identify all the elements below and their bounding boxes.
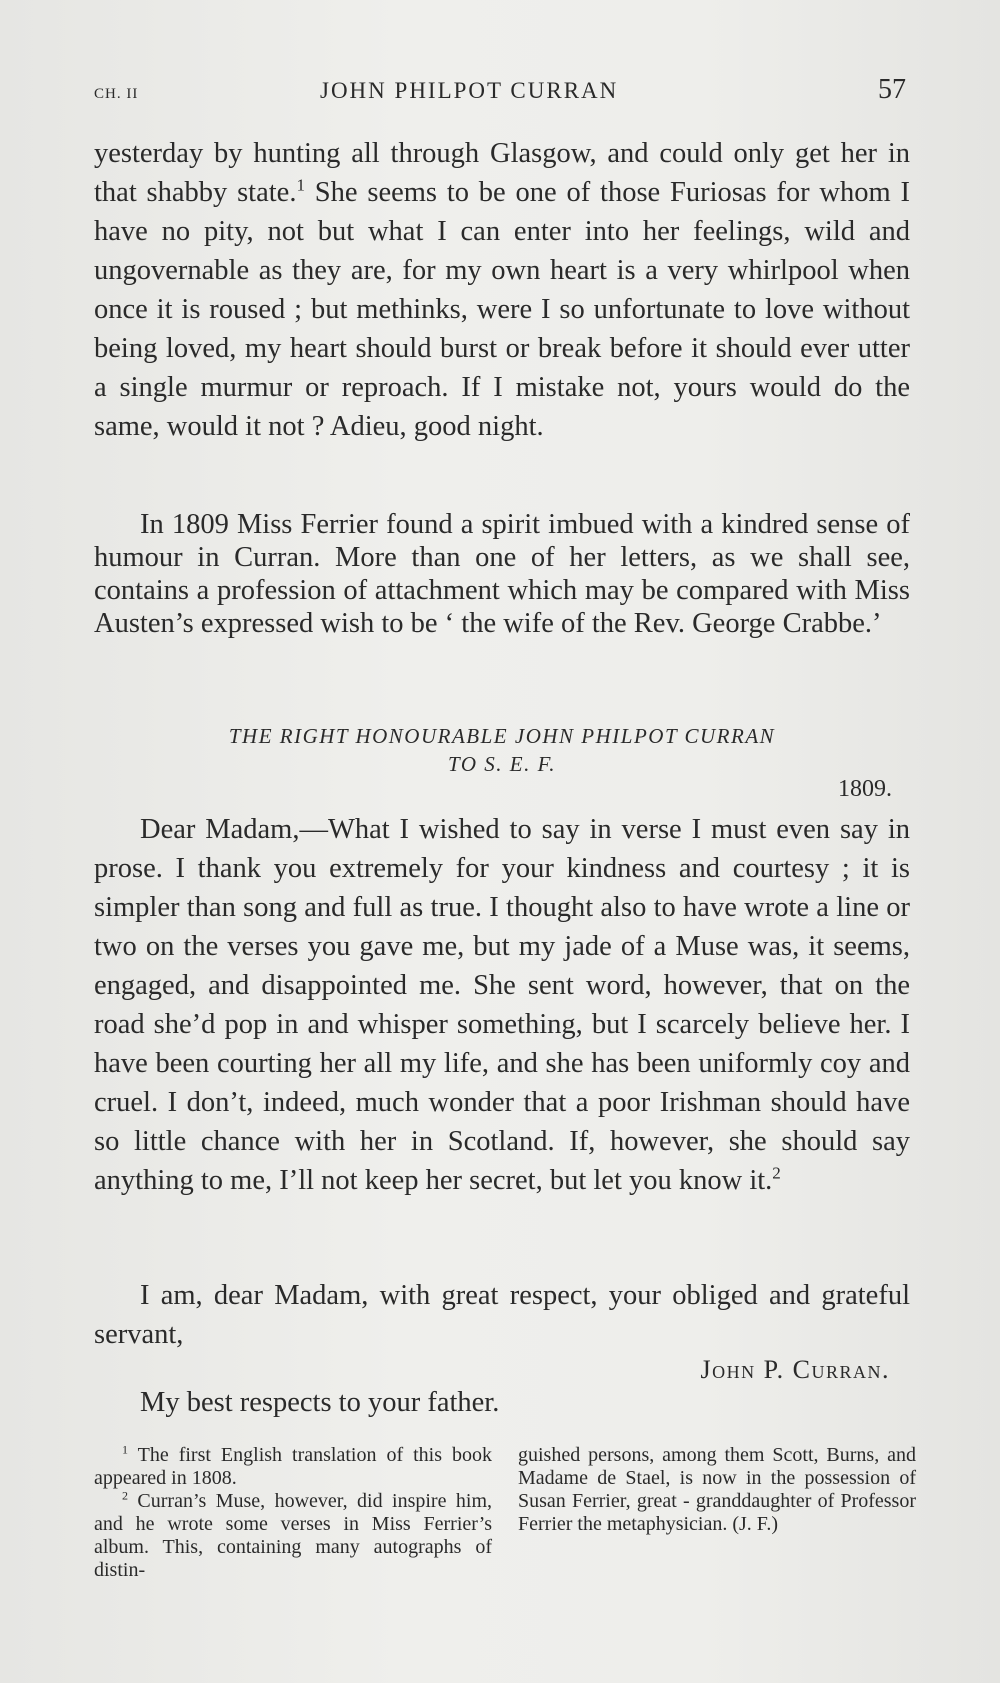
chapter-label: CH. II bbox=[94, 86, 139, 102]
letter-heading-line: THE RIGHT HONOURABLE JOHN PHILPOT CURRAN bbox=[228, 724, 776, 748]
paragraph-letter-continuation bbox=[94, 134, 910, 446]
footnote-2 bbox=[94, 1490, 492, 1582]
footnote-mark: 1 bbox=[122, 1442, 128, 1457]
letter-date: 1809. bbox=[838, 776, 892, 802]
footnote-ref-2: 2 bbox=[772, 1163, 781, 1183]
footnote-column-right bbox=[518, 1444, 916, 1582]
footnote-2-continued: guished persons, among them Scott, Burns, and Madame de Stael, is now in the possession of Susan Ferrier, great - granddaughter of Professor Ferrier the metaphysician. (J. F.) bbox=[518, 1444, 916, 1535]
letter-body bbox=[94, 810, 910, 1200]
running-title: JOHN PHILPOT CURRAN bbox=[320, 78, 619, 103]
running-head bbox=[94, 72, 906, 112]
page-number: 57 bbox=[878, 74, 906, 105]
paragraph-text: yesterday by hunting all through Glasgow, and could only get her in that shabby state. bbox=[94, 138, 910, 208]
footnote-text: Curran’s Muse, however, did inspire him, and he wrote some verses in Miss Ferrier’s album. This, containing many autographs of distin- bbox=[94, 1490, 492, 1581]
footnotes bbox=[94, 1444, 916, 1582]
paragraph-narrative: In 1809 Miss Ferrier found a spirit imbued with a kindred sense of humour in Curran. More than one of her letters, as we shall see, contains a profession of attachment which may be compared with Miss Austen’s expressed wish to be ‘ the wife of the Rev. George Crabbe.’ bbox=[94, 509, 910, 639]
footnote-mark: 2 bbox=[122, 1488, 128, 1503]
footnote-text: The first English translation of this book appeared in 1808. bbox=[94, 1444, 492, 1489]
letter-heading-line: TO S. E. F. bbox=[448, 752, 556, 776]
footnote-1 bbox=[94, 1444, 492, 1490]
paragraph-text: She seems to be one of those Furiosas for whom I have no pity, not but what I can enter into her feelings, wild and ungovernable as they are, for my own heart is a very whirlpool when once it is roused ; but methinks, were I so unfortunate to love without being loved, my heart should burst or break before it should ever utter a single murmur or reproach. If I mistake not, yours would do the same, would it not ? Adieu, good night. bbox=[94, 177, 910, 442]
letter-closing: I am, dear Madam, with great respect, your obliged and grateful servant, bbox=[94, 1280, 910, 1350]
letter-postscript: My best respects to your father. bbox=[140, 1387, 500, 1418]
footnote-column-left bbox=[94, 1444, 492, 1582]
letter-heading bbox=[94, 722, 910, 778]
letter-signature: John P. Curran. bbox=[700, 1355, 890, 1384]
letter-body-text: Dear Madam,—What I wished to say in verse I must even say in prose. I thank you extremely for your kindness and courtesy ; it is simpler than song and full as true. I thought also to have wrote a line or two on the verses you gave me, but my jade of a Muse was, it seems, engaged, and disappointed me. She sent word, however, that on the road she’d pop in and whisper something, but I scarcely believe her. I have been courting her all my life, and she has been uniformly coy and cruel. I don’t, indeed, much wonder that a poor Irishman should have so little chance with her in Scotland. If, however, she should say anything to me, I’ll not keep her secret, but let you know it. bbox=[94, 814, 910, 1196]
footnote-ref-1: 1 bbox=[296, 175, 305, 195]
